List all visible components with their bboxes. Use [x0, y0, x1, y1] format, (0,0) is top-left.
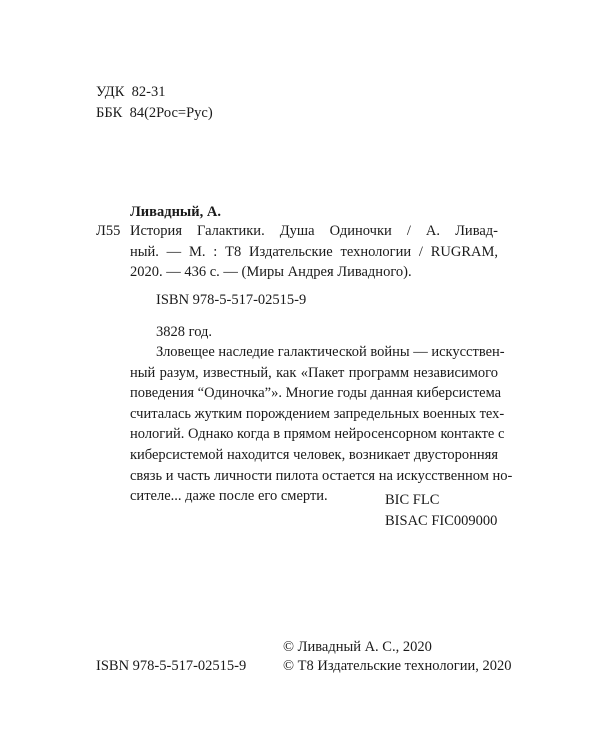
udk-value: 82-31	[131, 84, 166, 100]
bbk-value: 84(2Рос=Рус)	[129, 105, 213, 121]
bisac-code: BISAC FIC009000	[385, 513, 498, 529]
author-mark: Л55	[96, 223, 121, 239]
udk-label: УДК	[96, 84, 125, 100]
annotation-line: нологий. Однако когда в прямом нейросенсорном контакте с	[130, 426, 505, 443]
bbk-line	[96, 103, 213, 123]
isbn-bottom: ISBN 978-5-517-02515-9	[96, 658, 247, 674]
annotation	[130, 342, 513, 507]
bib-line: 2020. — 436 с. — (Миры Андрея Ливадного).	[130, 264, 412, 281]
bbk-label: ББК	[96, 105, 123, 121]
copyright-author: © Ливадный А. С., 2020	[283, 639, 432, 655]
annotation-line: киберсистемой находится человек, возникает двусторонняя	[130, 446, 498, 463]
author-heading: Ливадный, А.	[130, 204, 221, 220]
bib-line: ный. — М. : Т8 Издательские технологии / RUGRAM,	[130, 243, 498, 260]
annotation-line: ный разум, известный, как «Пакет программ независимого	[130, 364, 498, 381]
copyright-publisher: © Т8 Издательские технологии, 2020	[283, 658, 512, 674]
bic-code: BIC FLC	[385, 492, 440, 508]
annotation-line: Зловещее наследие галактической войны — искусствен-	[156, 344, 505, 360]
annotation-line: поведения “Одиночка”». Многие годы данная киберсистема	[130, 385, 502, 402]
bibliographic-description	[130, 221, 498, 283]
annotation-line: сителе... даже после его смерти.	[130, 488, 328, 505]
udk-line	[96, 82, 165, 102]
annotation-line: считалась жутким порождением запредельных военных тех-	[130, 405, 505, 422]
isbn-main: ISBN 978-5-517-02515-9	[156, 292, 307, 308]
annotation-year: 3828 год.	[156, 324, 213, 340]
annotation-line: связь и часть личности пилота остается на искусственном но-	[130, 467, 513, 484]
bib-line: История Галактики. Душа Одиночки / А. Ливад-	[130, 223, 498, 239]
